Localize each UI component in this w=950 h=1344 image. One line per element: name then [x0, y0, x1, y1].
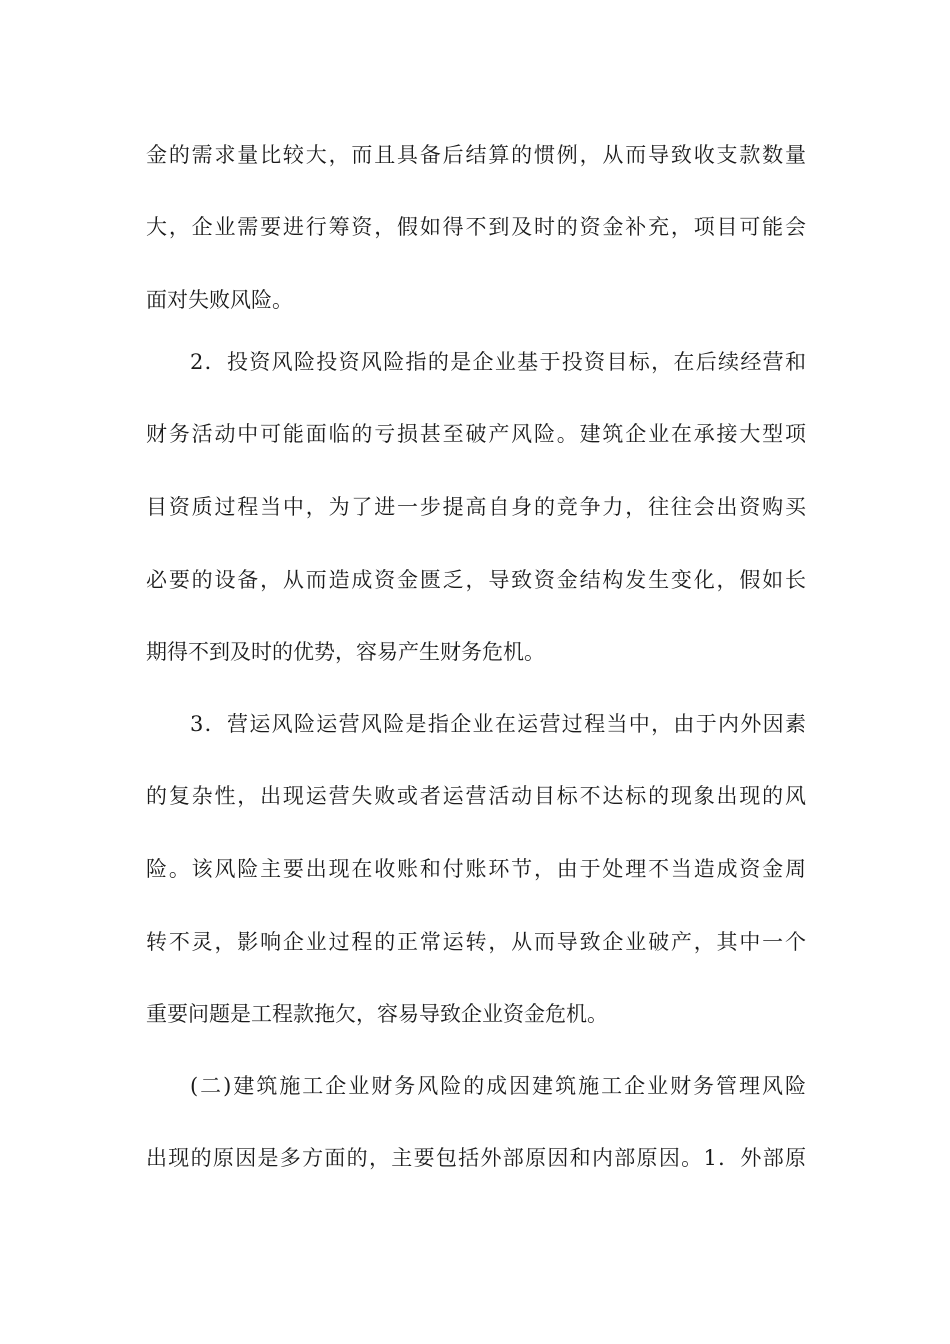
paragraph-line: 期得不到及时的优势，容易产生财务危机。	[146, 640, 545, 664]
paragraph-line: 大，企业需要进行筹资，假如得不到及时的资金补充，项目可能会	[146, 215, 806, 239]
paragraph-line: 财务活动中可能面临的亏损甚至破产风险。建筑企业在承接大型项	[146, 422, 806, 446]
paragraph-line: 面对失败风险。	[146, 288, 293, 312]
paragraph-line: 出现的原因是多方面的，主要包括外部原因和内部原因。1．外部原	[146, 1146, 806, 1170]
paragraph-line: 2．投资风险投资风险指的是企业基于投资目标，在后续经营和	[190, 350, 806, 374]
paragraph-line: 3．营运风险运营风险是指企业在运营过程当中，由于内外因素	[190, 712, 806, 736]
paragraph-line: 必要的设备，从而造成资金匮乏，导致资金结构发生变化，假如长	[146, 568, 806, 592]
paragraph-line: 险。该风险主要出现在收账和付账环节，由于处理不当造成资金周	[146, 857, 806, 881]
paragraph-line: 转不灵，影响企业过程的正常运转，从而导致企业破产，其中一个	[146, 930, 806, 954]
paragraph-line: (二)建筑施工企业财务风险的成因建筑施工企业财务管理风险	[190, 1074, 806, 1098]
paragraph-line: 重要问题是工程款拖欠，容易导致企业资金危机。	[146, 1002, 608, 1026]
paragraph-line: 目资质过程当中，为了进一步提高自身的竞争力，往往会出资购买	[146, 495, 806, 519]
paragraph-line: 金的需求量比较大，而且具备后结算的惯例，从而导致收支款数量	[146, 143, 806, 167]
paragraph-line: 的复杂性，出现运营失败或者运营活动目标不达标的现象出现的风	[146, 784, 806, 808]
